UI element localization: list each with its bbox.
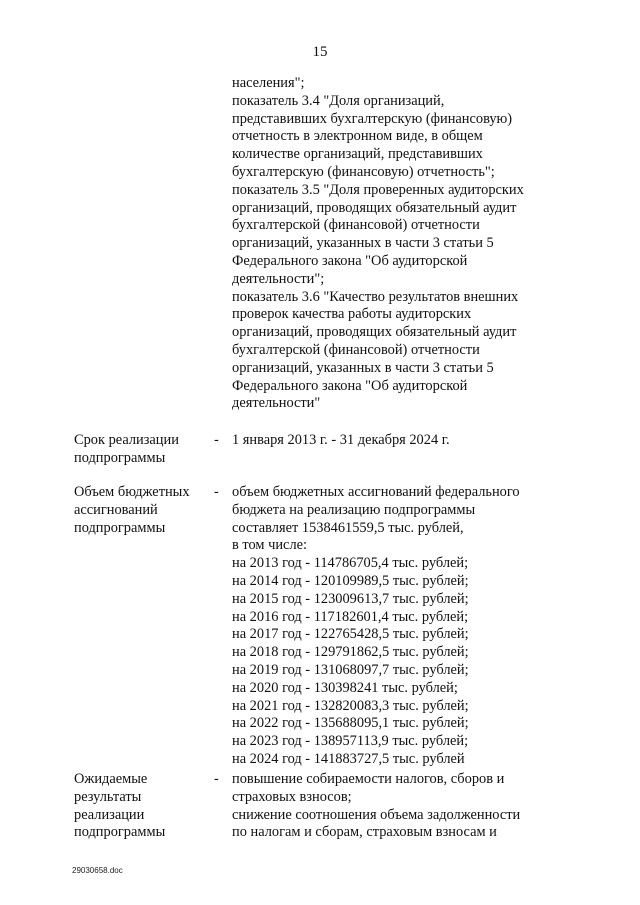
row-value	[232, 484, 622, 769]
text-line: организаций, проводящих обязательный аудит	[232, 324, 517, 341]
row-dash: -	[214, 771, 219, 787]
row-label	[74, 484, 204, 537]
value-line: на 2022 год - 135688095,1 тыс. рублей;	[232, 715, 469, 732]
text-line: бухгалтерскую (финансовую) отчетность";	[232, 163, 495, 180]
value-line: на 2013 год - 114786705,4 тыс. рублей;	[232, 555, 469, 572]
indicators-continuation	[232, 75, 612, 413]
text-line: населения";	[232, 75, 305, 91]
value-line: в том числе:	[232, 537, 308, 554]
text-line: показатель 3.6 "Качество результатов внешних	[232, 288, 519, 305]
value-line: на 2024 год - 141883727,5 тыс. рублей	[232, 750, 465, 767]
row-label	[74, 432, 204, 468]
label-line: результаты	[74, 788, 142, 805]
value-line: повышение собираемости налогов, сборов и	[232, 771, 505, 787]
text-line: проверок качества работы аудиторских	[232, 306, 472, 323]
document-file-name: 29030658.doc	[72, 866, 123, 875]
label-line: Ожидаемые	[74, 771, 148, 787]
value-line: на 2018 год - 129791862,5 тыс. рублей;	[232, 644, 469, 661]
label-line: подпрограммы	[74, 449, 166, 466]
text-line: показатель 3.5 "Доля проверенных аудиторских	[232, 181, 524, 198]
label-line: подпрограммы	[74, 824, 166, 841]
text-line: бухгалтерской (финансовой) отчетности	[232, 341, 480, 358]
text-line: организаций, указанных в части 3 статьи 5	[232, 359, 494, 376]
text-line: организаций, проводящих обязательный аудит	[232, 199, 517, 216]
label-line: Объем бюджетных	[74, 484, 190, 500]
value-line: на 2017 год - 122765428,5 тыс. рублей;	[232, 626, 469, 643]
text-line: представивших бухгалтерскую (финансовую)	[232, 110, 513, 127]
row-value	[232, 771, 622, 842]
value-line: 1 января 2013 г. - 31 декабря 2024 г.	[232, 432, 450, 448]
label-line: подпрограммы	[74, 519, 166, 536]
label-line: ассигнований	[74, 501, 158, 518]
value-line: на 2014 год - 120109989,5 тыс. рублей;	[232, 572, 469, 589]
row-dash: -	[214, 484, 219, 500]
text-line: деятельности";	[232, 270, 325, 287]
page-number: 15	[312, 44, 328, 60]
row-value	[232, 432, 622, 450]
value-line: на 2019 год - 131068097,7 тыс. рублей;	[232, 661, 469, 678]
value-line: по налогам и сборам, страховым взносам и	[232, 824, 497, 841]
value-line: на 2020 год - 130398241 тыс. рублей;	[232, 679, 458, 696]
text-line: деятельности"	[232, 395, 321, 412]
text-line: Федерального закона "Об аудиторской	[232, 252, 468, 269]
value-line: на 2015 год - 123009613,7 тыс. рублей;	[232, 590, 469, 607]
label-line: Срок реализации	[74, 432, 179, 448]
value-line: составляет 1538461559,5 тыс. рублей,	[232, 519, 464, 536]
text-line: показатель 3.4 "Доля организаций,	[232, 92, 445, 109]
value-line: страховых взносов;	[232, 788, 352, 805]
value-line: на 2021 год - 132820083,3 тыс. рублей;	[232, 697, 469, 714]
text-line: Федерального закона "Об аудиторской	[232, 377, 468, 394]
row-label	[74, 771, 204, 842]
value-line: бюджета на реализацию подпрограммы	[232, 501, 476, 518]
value-line: снижение соотношения объема задолженности	[232, 806, 521, 823]
text-line: бухгалтерской (финансовой) отчетности	[232, 217, 480, 234]
text-line: организаций, указанных в части 3 статьи 5	[232, 235, 494, 252]
value-line: на 2016 год - 117182601,4 тыс. рублей;	[232, 608, 469, 625]
value-line: на 2023 год - 138957113,9 тыс. рублей;	[232, 733, 469, 750]
text-line: отчетность в электронном виде, в общем	[232, 128, 483, 145]
value-line: объем бюджетных ассигнований федерального	[232, 484, 520, 500]
row-dash: -	[214, 432, 219, 448]
text-line: количестве организаций, представивших	[232, 146, 483, 163]
label-line: реализации	[74, 806, 145, 823]
